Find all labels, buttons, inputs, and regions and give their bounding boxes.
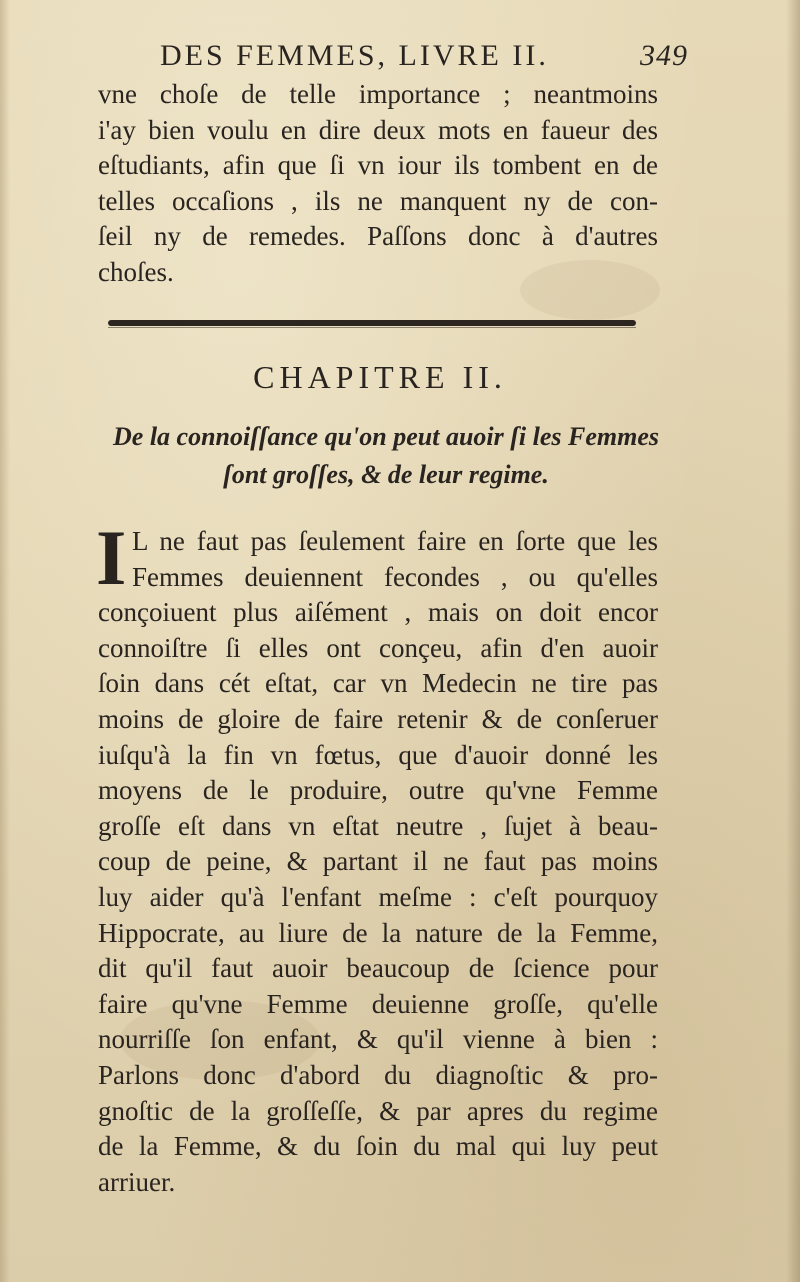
text-line: faire qu'vne Femme deuienne groſſe, qu'elle xyxy=(98,988,658,1019)
text-line: eſtudiants, afin que ſi vn iour ils tombent en de xyxy=(98,150,658,181)
chapter-subtitle-line: De la connoiſſance qu'on peut auoir ſi les Femmes xyxy=(113,422,659,451)
text-line: gnoſtic de la groſſeſſe, & par apres du regime xyxy=(98,1095,658,1126)
text-line: dit qu'il faut auoir beaucoup de ſcience pour xyxy=(98,953,658,984)
text-line: moins de gloire de faire retenir & de conſeruer xyxy=(98,703,658,734)
text-line: luy aider qu'à l'enfant meſme : c'eſt pourquoy xyxy=(98,881,658,912)
page-left-shadow xyxy=(0,0,10,1282)
text-line: ſeil ny de remedes. Paſſons donc à d'autres xyxy=(98,221,658,252)
text-line: de la Femme, & du ſoin du mal qui luy peut xyxy=(98,1131,658,1162)
chapter-heading: CHAPITRE II. xyxy=(253,359,507,395)
text-line: coup de peine, & partant il ne faut pas moins xyxy=(98,846,658,877)
page-number: 349 xyxy=(640,39,688,72)
text-line: Femmes deuiennent fecondes , ou qu'elles xyxy=(132,561,658,592)
text-line: conçoiuent plus aiſément , mais on doit encor xyxy=(98,597,658,628)
running-head xyxy=(160,36,700,76)
text-line: ſoin dans cét eſtat, car vn Medecin ne tire pas xyxy=(98,668,658,699)
text-line: Hippocrate, au liure de la nature de la Femme, xyxy=(98,917,658,948)
text-line: nourriſſe ſon enfant, & qu'il vienne à bien : xyxy=(98,1024,658,1055)
text-line: Parlons donc d'abord du diagnoſtic & pro- xyxy=(98,1059,658,1090)
chapter-subtitle xyxy=(96,418,676,494)
text-line: moyens de le produire, outre qu'vne Femme xyxy=(98,775,658,806)
drop-cap-initial: I xyxy=(96,514,127,601)
chapter-body xyxy=(96,514,658,1200)
text-line: i'ay bien voulu en dire deux mots en faueur des xyxy=(98,114,658,145)
text-line: groſſe eſt dans vn eſtat neutre , ſujet à beau- xyxy=(98,810,658,841)
text-line: L ne faut pas ſeulement faire en ſorte que les xyxy=(132,526,658,556)
page-right-shadow xyxy=(786,0,800,1282)
top-paragraph xyxy=(98,77,658,291)
text-line: vne choſe de telle importance ; neantmoins xyxy=(98,79,658,109)
text-line: iuſqu'à la fin vn fœtus, que d'auoir donné les xyxy=(98,739,658,770)
running-head-title: DES FEMMES, LIVRE II. xyxy=(160,39,549,72)
text-line: arriuer. xyxy=(98,1166,176,1197)
text-line: choſes. xyxy=(98,256,174,287)
text-line: telles occaſions , ils ne manquent ny de con- xyxy=(98,185,658,216)
section-divider-rule xyxy=(108,320,636,326)
text-line: connoiſtre ſi elles ont conçeu, afin d'en auoir xyxy=(98,632,658,663)
chapter-subtitle-line: ſont groſſes, & de leur regime. xyxy=(223,460,549,489)
